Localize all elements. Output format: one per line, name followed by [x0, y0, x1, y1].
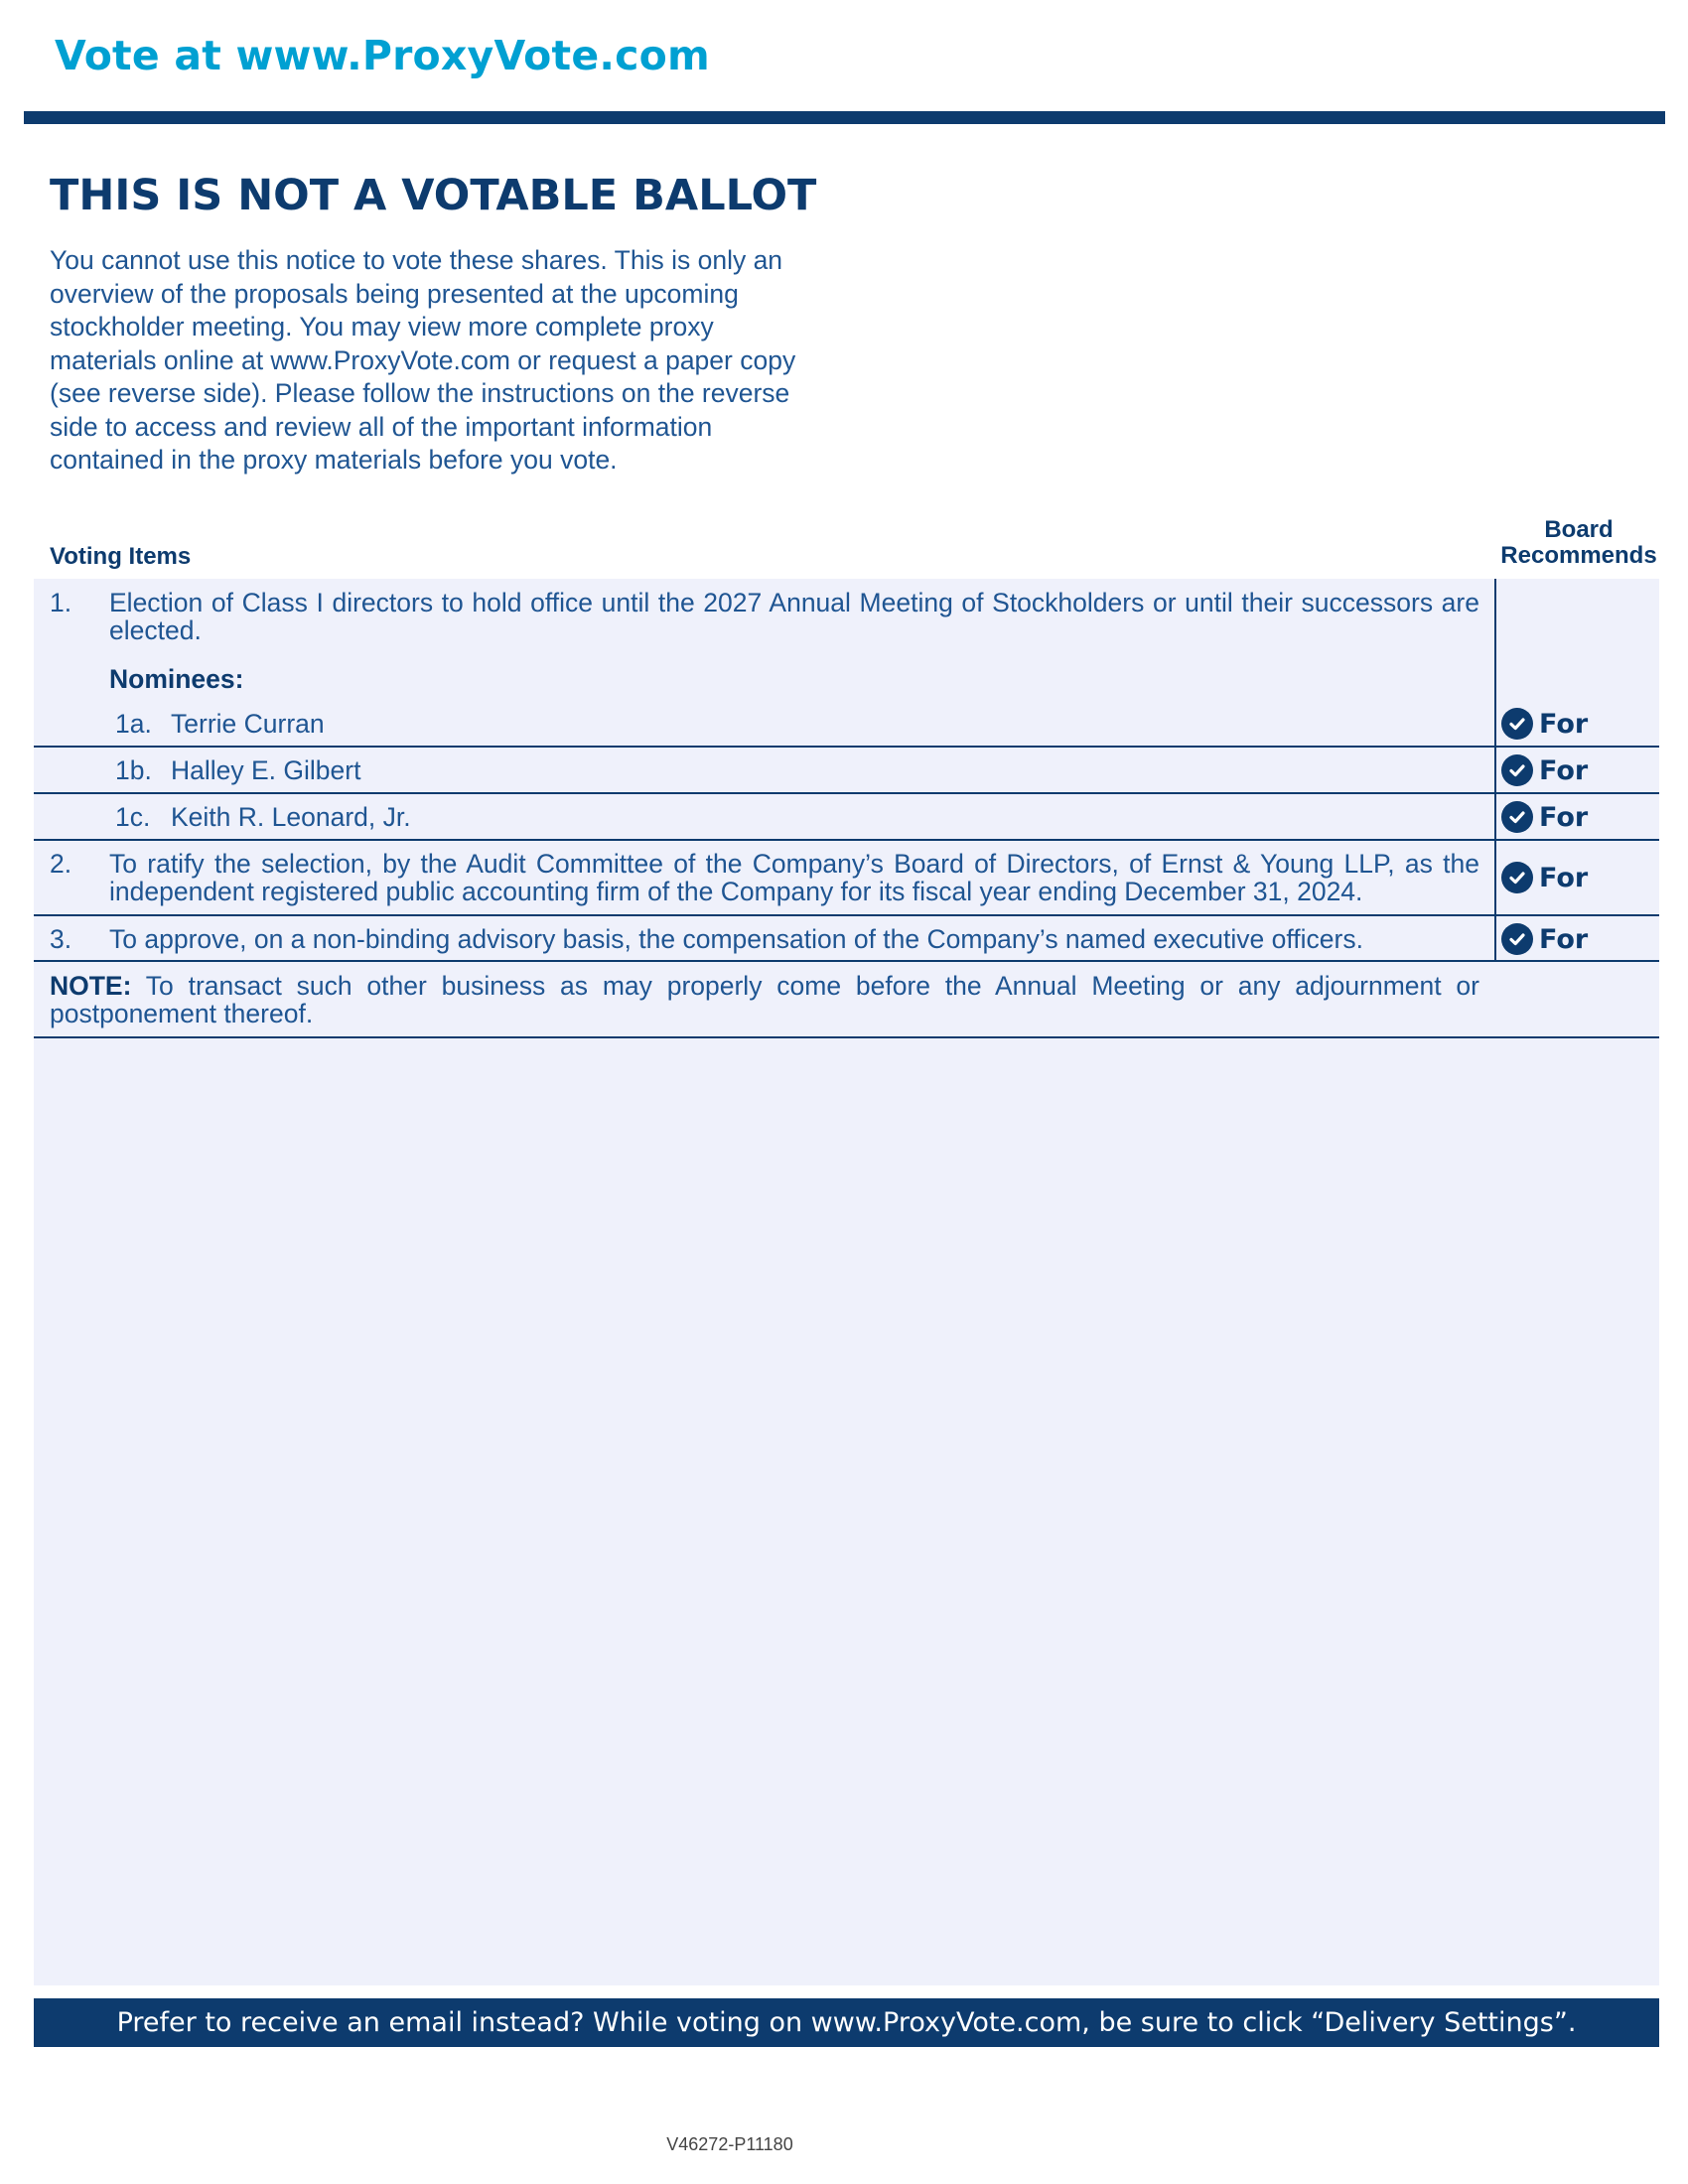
row-divider [34, 914, 1659, 916]
check-circle-icon [1501, 801, 1533, 833]
recommendation-label: For [1539, 923, 1589, 955]
header-rule [24, 111, 1665, 124]
item2-text-line1: To ratify the selection, by the Audit Committee of the Company’s Board of Directors, of Ernst & Young LLP, as the [109, 849, 1479, 879]
notice-line: (see reverse side). Please follow the instructions on the reverse [50, 378, 790, 408]
row-divider [34, 960, 1659, 962]
item2-recommendation [1501, 862, 1588, 893]
nominee-1b-name: Halley E. Gilbert [171, 755, 361, 785]
recommendation-label: For [1539, 754, 1589, 786]
item3-number: 3. [50, 924, 72, 954]
row-divider [34, 839, 1659, 841]
voting-items-panel [34, 579, 1659, 1985]
notice-line: You cannot use this notice to vote these shares. This is only an [50, 245, 783, 275]
row-divider [34, 792, 1659, 794]
recommendation-label: For [1539, 801, 1589, 833]
recommendation-label: For [1539, 862, 1589, 893]
notice-line: stockholder meeting. You may view more complete proxy [50, 312, 714, 341]
nominee-1a-name: Terrie Curran [171, 709, 325, 739]
note-line2: postponement thereof. [50, 999, 314, 1028]
board-rec-line1: Board [1544, 516, 1614, 543]
document-code: V46272-P11180 [666, 2134, 793, 2154]
check-circle-icon [1501, 923, 1533, 955]
voting-items-header: Voting Items [50, 543, 192, 570]
notice-line: materials online at www.ProxyVote.com or request a paper copy [50, 344, 796, 375]
nominee-1c-name: Keith R. Leonard, Jr. [171, 802, 411, 832]
check-circle-icon [1501, 708, 1533, 740]
nominee-1b-recommendation [1501, 754, 1588, 786]
board-rec-line2: Recommends [1500, 542, 1657, 569]
note-label: NOTE: [50, 971, 132, 1001]
delivery-settings-banner [34, 1998, 1659, 2047]
note-text: To transact such other business as may properly come before the Annual Meeting or any adjournment or [145, 971, 1479, 1001]
recommendation-label: For [1539, 708, 1589, 740]
column-divider [1494, 579, 1496, 961]
row-divider [34, 1036, 1659, 1038]
row-divider [34, 746, 1659, 748]
nominee-1a-recommendation [1501, 708, 1588, 740]
banner-text: Prefer to receive an email instead? While voting on www.ProxyVote.com, be sure to click “Delivery Settings”. [116, 2007, 1577, 2038]
item2-number: 2. [50, 849, 72, 879]
item1-text-line1: Election of Class I directors to hold office until the 2027 Annual Meeting of Stockholders or until their successors are [109, 588, 1479, 617]
nominee-1b-number: 1b. [115, 755, 152, 785]
item2-text-line2: independent registered public accounting firm of the Company for its fiscal year ending December 31, 2024. [109, 877, 1363, 906]
header-title: Vote at www.ProxyVote.com [55, 32, 710, 79]
notice-line: contained in the proxy materials before you vote. [50, 445, 618, 475]
notice-text [50, 244, 824, 478]
notice-line: overview of the proposals being presented at the upcoming [50, 278, 739, 309]
note-line1 [50, 972, 1479, 1000]
check-circle-icon [1501, 862, 1533, 893]
item1-number: 1. [50, 588, 72, 617]
nominee-1c-recommendation [1501, 801, 1588, 833]
check-circle-icon [1501, 754, 1533, 786]
nominees-label: Nominees: [109, 664, 244, 694]
nominee-1a-number: 1a. [115, 709, 152, 739]
item1-text-line2: elected. [109, 615, 202, 645]
item3-recommendation [1501, 923, 1588, 955]
notice-line: side to access and review all of the important information [50, 411, 713, 442]
item3-text: To approve, on a non-binding advisory basis, the compensation of the Company’s named executive officers. [109, 924, 1363, 954]
notice-heading: THIS IS NOT A VOTABLE BALLOT [50, 171, 817, 220]
board-recommends-header [1489, 517, 1668, 569]
nominee-1c-number: 1c. [115, 802, 151, 832]
